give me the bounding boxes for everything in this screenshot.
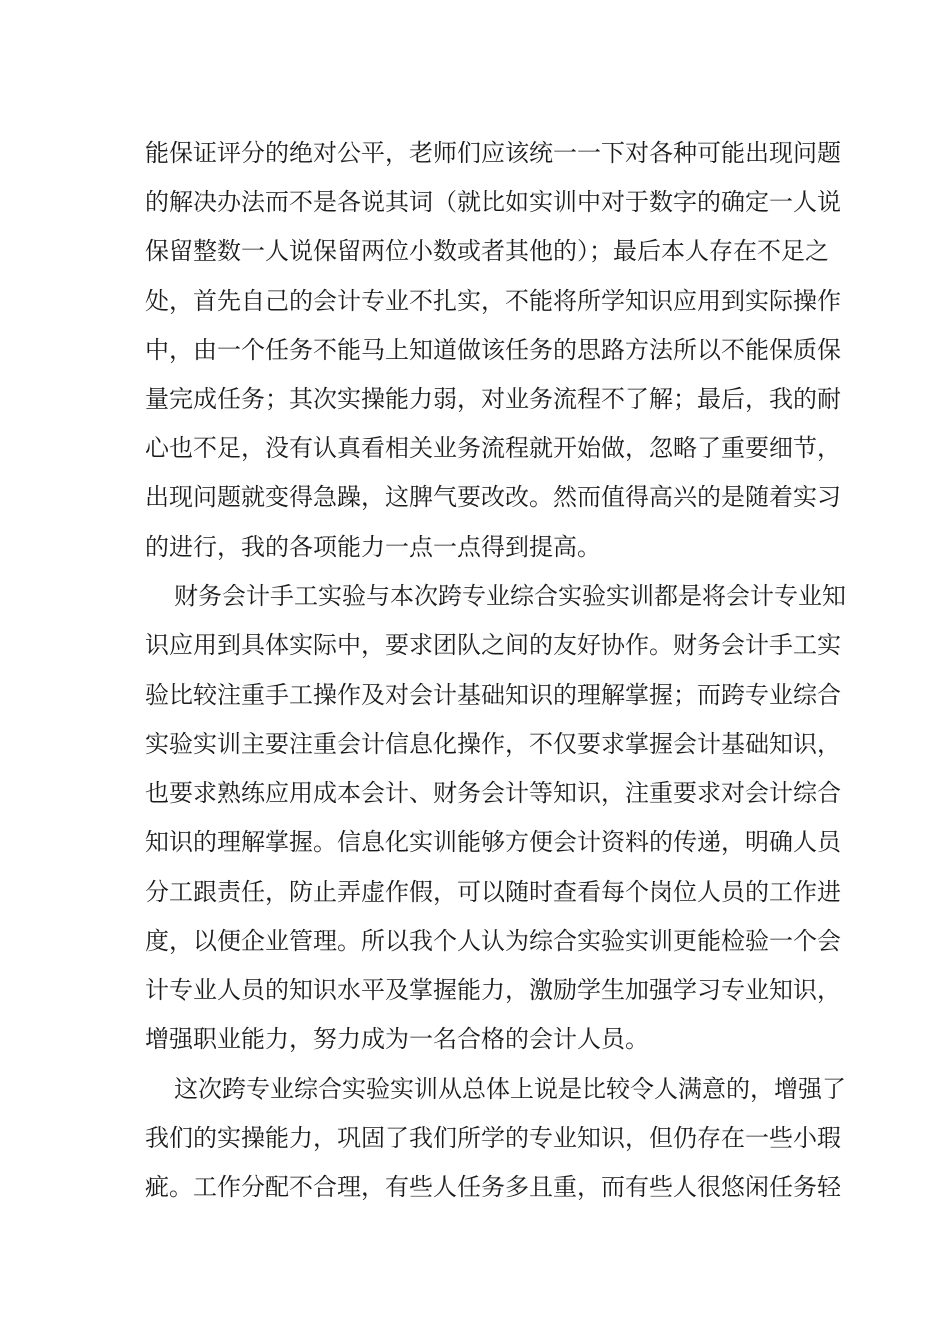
text-line: 知识的理解掌握。信息化实训能够方便会计资料的传递，明确人员 bbox=[145, 828, 841, 856]
text-line: 的进行，我的各项能力一点一点得到提高。 bbox=[145, 533, 601, 561]
text-line: 出现问题就变得急躁，这脾气要改改。然而值得高兴的是随着实习 bbox=[145, 483, 841, 511]
text-line: 能保证评分的绝对公平，老师们应该统一一下对各种可能出现问题 bbox=[145, 139, 841, 167]
text-line: 计专业人员的知识水平及掌握能力，激励学生加强学习专业知识， bbox=[145, 976, 841, 1004]
text-line: 保留整数一人说保留两位小数或者其他的）；最后本人存在不足之 bbox=[145, 237, 829, 265]
text-line: 验比较注重手工操作及对会计基础知识的理解掌握；而跨专业综合 bbox=[145, 681, 841, 709]
text-line: 识应用到具体实际中，要求团队之间的友好协作。财务会计手工实 bbox=[145, 631, 841, 659]
paragraph-first-line: 这次跨专业综合实验实训从总体上说是比较令人满意的，增强了 bbox=[174, 1075, 846, 1103]
text-line: 心也不足，没有认真看相关业务流程就开始做，忽略了重要细节， bbox=[145, 434, 841, 462]
text-line: 也要求熟练应用成本会计、财务会计等知识，注重要求对会计综合 bbox=[145, 779, 841, 807]
text-line: 中，由一个任务不能马上知道做该任务的思路方法所以不能保质保 bbox=[145, 336, 841, 364]
text-line: 我们的实操能力，巩固了我们所学的专业知识，但仍存在一些小瑕 bbox=[145, 1124, 841, 1152]
text-line: 增强职业能力，努力成为一名合格的会计人员。 bbox=[145, 1025, 649, 1053]
paragraph-first-line: 财务会计手工实验与本次跨专业综合实验实训都是将会计专业知 bbox=[174, 582, 846, 610]
text-line: 实验实训主要注重会计信息化操作，不仅要求掌握会计基础知识， bbox=[145, 730, 841, 758]
text-line: 处，首先自己的会计专业不扎实，不能将所学知识应用到实际操作 bbox=[145, 287, 841, 315]
text-line: 度，以便企业管理。所以我个人认为综合实验实训更能检验一个会 bbox=[145, 927, 841, 955]
text-line: 量完成任务；其次实操能力弱，对业务流程不了解；最后，我的耐 bbox=[145, 385, 841, 413]
text-line: 分工跟责任，防止弄虚作假，可以随时查看每个岗位人员的工作进 bbox=[145, 878, 841, 906]
text-line: 疵。工作分配不合理，有些人任务多且重，而有些人很悠闲任务轻 bbox=[145, 1173, 841, 1201]
text-line: 的解决办法而不是各说其词（就比如实训中对于数字的确定一人说 bbox=[145, 188, 841, 216]
